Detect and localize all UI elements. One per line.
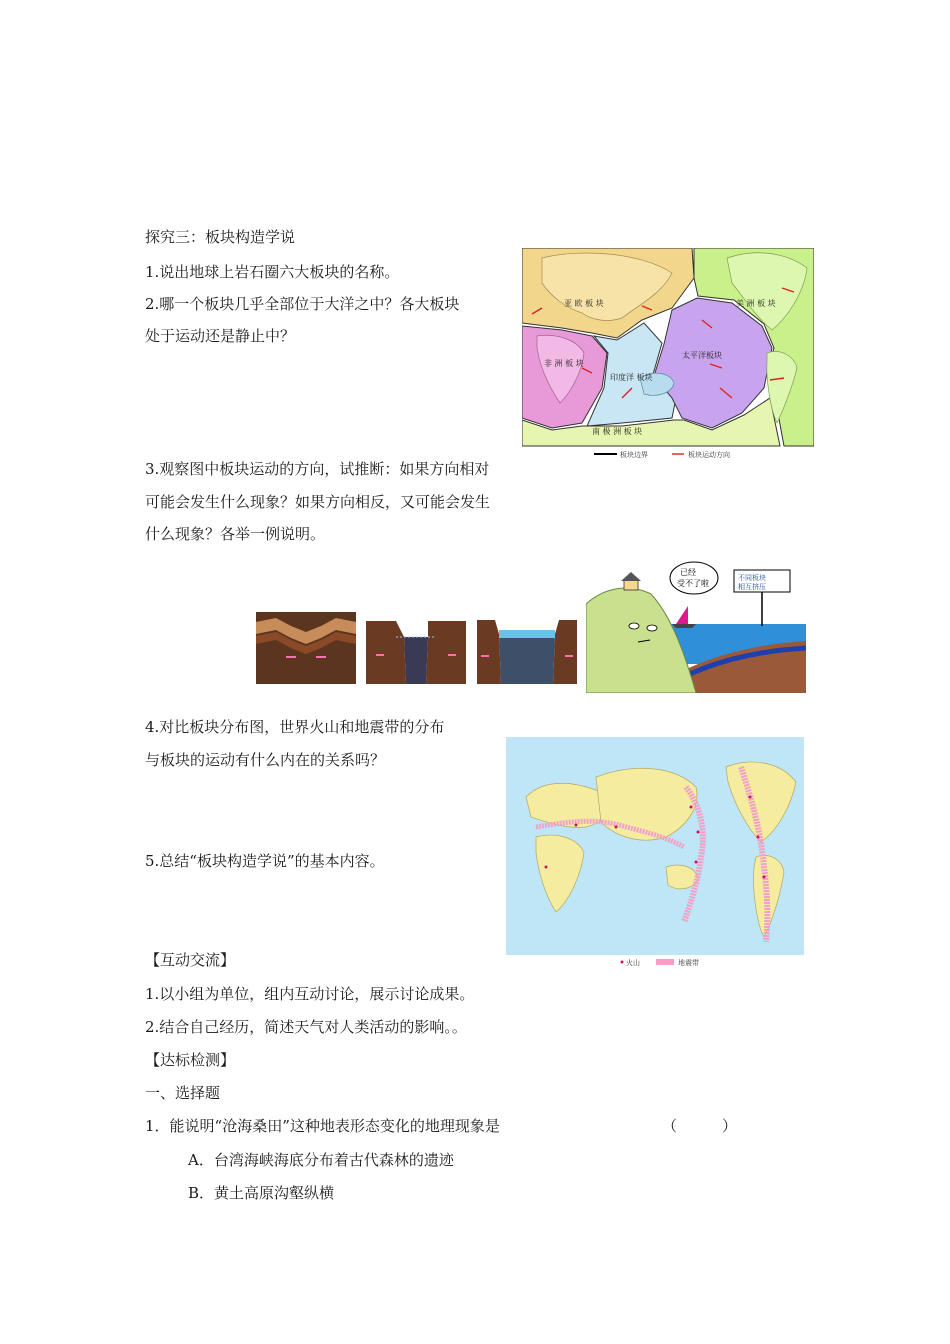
option-a: A．台湾海峡海底分布着古代森林的遗迹: [188, 1151, 454, 1169]
plate-tectonics-map: [522, 248, 814, 463]
volcano-earthquake-map: [506, 737, 804, 971]
sign-text-line2: 相互挤压: [738, 583, 766, 591]
legend-quake-label: 地震带: [678, 959, 699, 967]
legend-volcano-label: 火山: [626, 959, 640, 967]
label-african-plate: 非 洲 板 块: [544, 359, 584, 368]
interaction-item-1: 1.以小组为单位，组内互动讨论，展示讨论成果。: [145, 985, 475, 1003]
label-american-plate: 美 洲 板 块: [736, 299, 776, 308]
answer-blank: （ ）: [662, 1117, 738, 1135]
interaction-heading: 【互动交流】: [145, 951, 236, 969]
section-title: 探究三：板块构造学说: [145, 228, 296, 246]
question-2-line-2: 处于运动还是静止中？: [145, 327, 296, 345]
question-3-line-2: 可能会发生什么现象？如果方向相反，又可能会发生: [145, 493, 491, 511]
label-eurasian-plate: 亚 欧 板 块: [564, 299, 604, 308]
question-3-line-1: 3.观察图中板块运动的方向，试推断：如果方向相对: [145, 460, 490, 478]
label-indian-plate: 印度洋 板块: [610, 373, 653, 382]
legend-volcano-dot: [621, 961, 624, 964]
test-question-1: 1．能说明“沧海桑田”这种地表形态变化的地理现象是: [145, 1117, 500, 1135]
option-b: B．黄土高原沟壑纵横: [188, 1184, 335, 1202]
speech-bubble: [670, 562, 718, 594]
rift-valley-diagram: [366, 617, 466, 684]
question-3-line-3: 什么现象？各举一例说明。: [145, 525, 326, 543]
bubble-text-line1: 已经: [680, 568, 696, 577]
label-antarctic-plate: 南 极 洲 板 块: [592, 427, 643, 436]
question-5: 5.总结“板块构造学说”的基本内容。: [145, 852, 385, 870]
question-4-line-1: 4.对比板块分布图，世界火山和地震带的分布: [145, 718, 445, 736]
sign-text-line1: 不同板块: [738, 574, 766, 582]
ocean-basin-diagram: [477, 620, 577, 684]
eye: [629, 623, 639, 629]
question-1: 1.说出地球上岩石圈六大板块的名称。: [145, 263, 400, 281]
house-icon: [624, 580, 638, 590]
eye: [647, 625, 657, 631]
label-pacific-plate: 太平洋板块: [682, 351, 722, 360]
question-4-line-2: 与板块的运动有什么内在的关系吗？: [145, 751, 386, 769]
legend-boundary-label: 板块边界: [620, 451, 648, 459]
legend-quake-swatch: [656, 959, 674, 965]
interaction-item-2: 2.结合自己经历，简述天气对人类活动的影响。。: [145, 1018, 467, 1036]
bubble-text-line2: 受不了啦: [677, 579, 709, 588]
fold-mountain-diagram: [256, 612, 356, 684]
test-part-title: 一、选择题: [145, 1084, 221, 1102]
question-2-line-1: 2.哪一个板块几乎全部位于大洋之中？各大板块: [145, 295, 460, 313]
legend-direction-label: 板块运动方向: [688, 451, 730, 459]
plate-collision-cartoon: [586, 556, 806, 693]
test-heading: 【达标检测】: [145, 1051, 236, 1069]
